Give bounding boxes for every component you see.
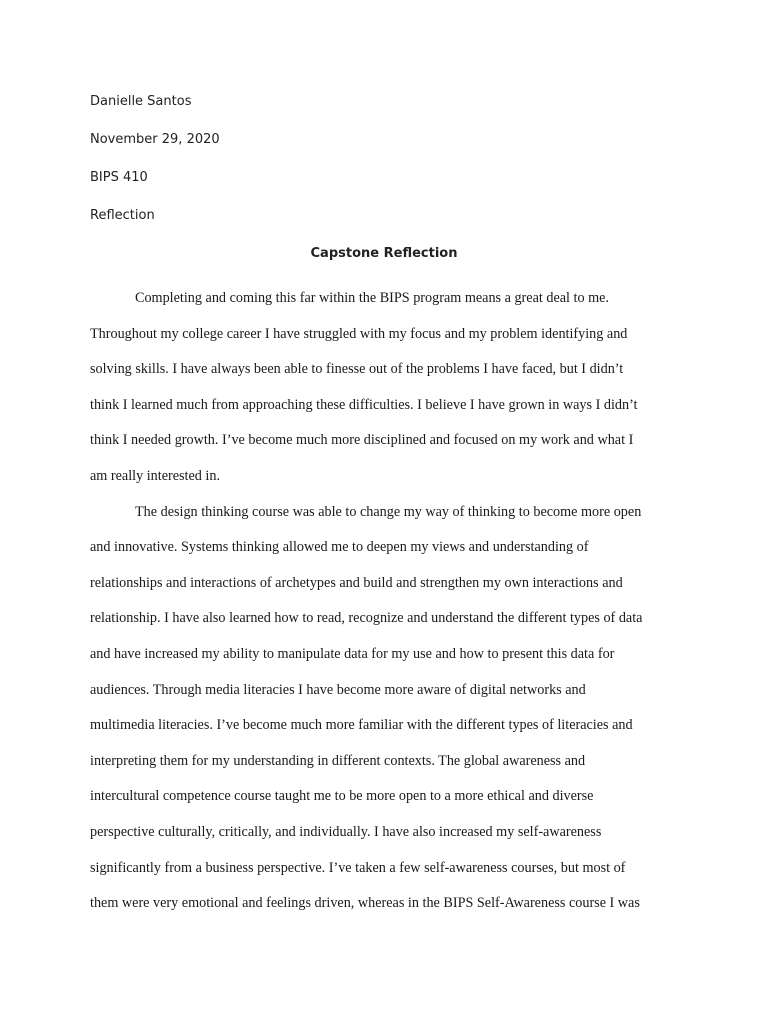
paragraph-line: intercultural competence course taught me to be more open to a more ethical and diverse — [90, 788, 594, 805]
paragraph-2 — [90, 495, 678, 922]
paragraph-line: The design thinking course was able to change my way of thinking to become more open — [135, 503, 642, 520]
paragraph-line: relationships and interactions of archetypes and build and strengthen my own interactions and — [90, 574, 623, 591]
document-body — [90, 281, 678, 922]
document-title: Capstone Reflection — [310, 246, 458, 261]
assignment-type: Reflection — [90, 208, 155, 223]
paragraph-line: them were very emotional and feelings driven, whereas in the BIPS Self-Awareness course I was — [90, 895, 640, 912]
paragraph-line: relationship. I have also learned how to read, recognize and understand the different types of data — [90, 610, 643, 627]
paragraph-1 — [90, 281, 678, 495]
paragraph-line: and innovative. Systems thinking allowed me to deepen my views and understanding of — [90, 539, 589, 556]
paragraph-line: significantly from a business perspective. I’ve taken a few self-awareness courses, but most of — [90, 859, 626, 876]
paragraph-line: think I learned much from approaching these difficulties. I believe I have grown in ways I didn’t — [90, 396, 638, 413]
paragraph-line: think I needed growth. I’ve become much more disciplined and focused on my work and what I — [90, 432, 634, 449]
paragraph-line: Throughout my college career I have struggled with my focus and my problem identifying and — [90, 325, 628, 342]
author-name: Danielle Santos — [90, 94, 192, 109]
paragraph-line: audiences. Through media literacies I have become more aware of digital networks and — [90, 681, 586, 698]
paragraph-line: perspective culturally, critically, and individually. I have also increased my self-awareness — [90, 823, 602, 840]
paragraph-line: multimedia literacies. I’ve become much more familiar with the different types of literacies and — [90, 717, 633, 734]
paragraph-line: am really interested in. — [90, 467, 221, 484]
paragraph-line: Completing and coming this far within the BIPS program means a great deal to me. — [135, 290, 609, 306]
document-date: November 29, 2020 — [90, 132, 220, 147]
paragraph-line: and have increased my ability to manipulate data for my use and how to present this data for — [90, 645, 615, 662]
course-code: BIPS 410 — [90, 170, 148, 185]
paragraph-line: solving skills. I have always been able to finesse out of the problems I have faced, but I didn’t — [90, 361, 624, 378]
paragraph-line: interpreting them for my understanding in different contexts. The global awareness and — [90, 752, 586, 769]
